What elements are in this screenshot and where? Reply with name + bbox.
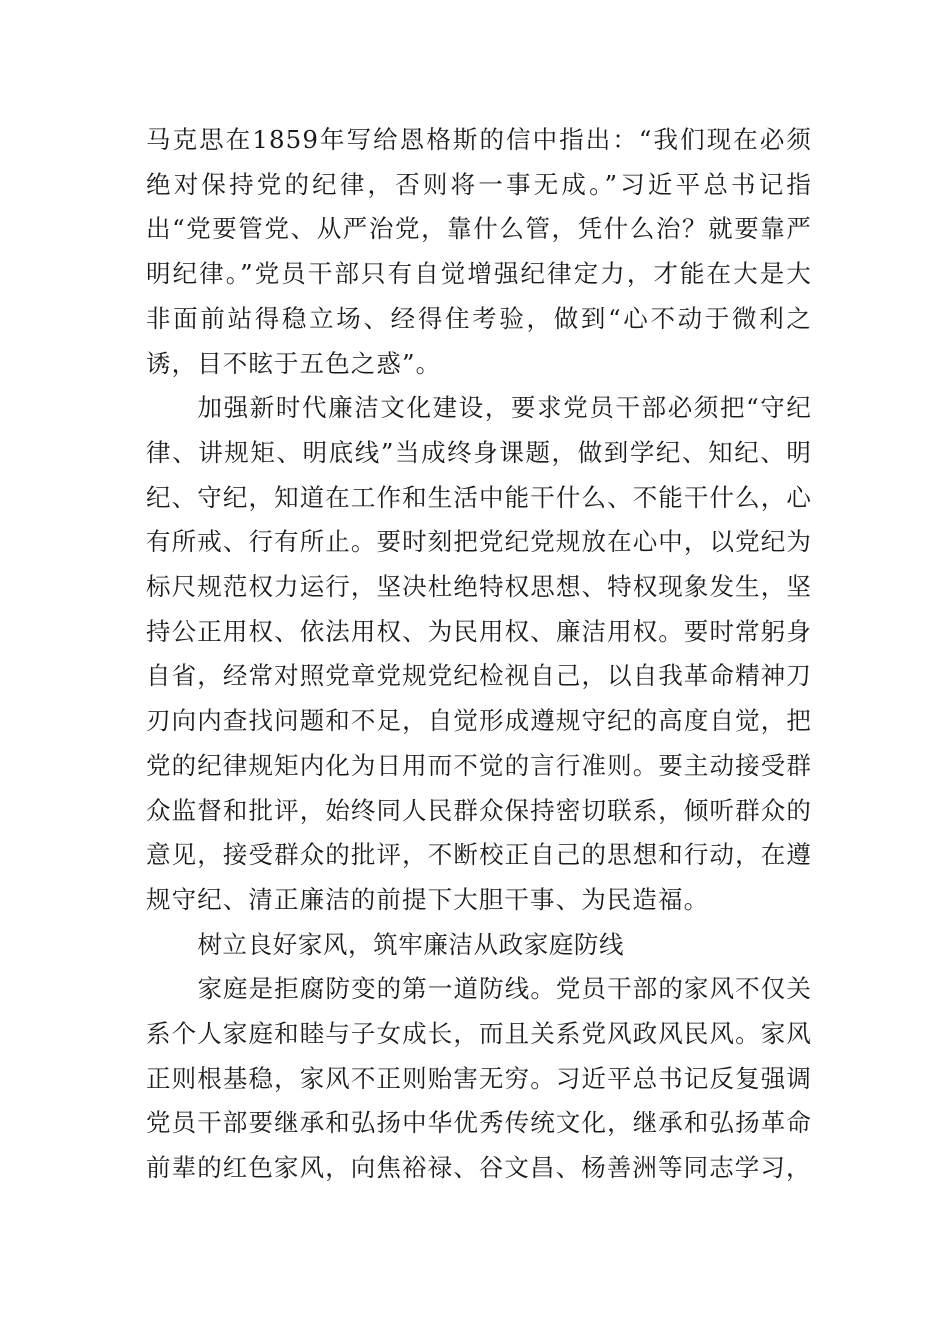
document-body — [146, 118, 812, 1191]
paragraph-family-defense: 家庭是拒腐防变的第一道防线。党员干部的家风不仅关系个人家庭和睦与子女成长，而且关系党风政风民风。家风正则根基稳，家风不正则贻害无穷。习近平总书记反复强调党员干部要继承和弘扬中华优秀传统文化，继承和弘扬革命前辈的红色家风，向焦裕禄、谷文昌、杨善洲等同志学习， — [146, 974, 812, 1183]
paragraph-integrity-culture: 加强新时代廉洁文化建设，要求党员干部必须把“守纪律、讲规矩、明底线”当成终身课题，做到学纪、知纪、明纪、守纪，知道在工作和生活中能干什么、不能干什么，心有所戒、行有所止。要时刻把党纪党规放在心中，以党纪为标尺规范权力运行，坚决杜绝特权思想、特权现象发生，坚持公正用权、依法用权、为民用权、廉洁用权。要时常躬身自省，经常对照党章党规党纪检视自己，以自我革命精神刀刃向内查找问题和不足，自觉形成遵规守纪的高度自觉，把党的纪律规矩内化为日用而不觉的言行准则。要主动接受群众监督和批评，始终同人民群众保持密切联系，倾听群众的意见，接受群众的批评，不断校正自己的思想和行动，在遵规守纪、清正廉洁的前提下大胆干事、为民造福。 — [146, 393, 812, 914]
paragraph-marx-quote: 马克思在1859年写给恩格斯的信中指出：“我们现在必须绝对保持党的纪律，否则将一事无成。”习近平总书记指出“党要管党、从严治党，靠什么管，凭什么治？就要靠严明纪律。”党员干部只有自觉增强纪律定力，才能在大是大非面前站得稳立场、经得住考验，做到“心不动于微利之诱，目不眩于五色之惑”。 — [146, 125, 812, 378]
section-heading-family-tradition: 树立良好家风，筑牢廉洁从政家庭防线 — [197, 929, 625, 959]
